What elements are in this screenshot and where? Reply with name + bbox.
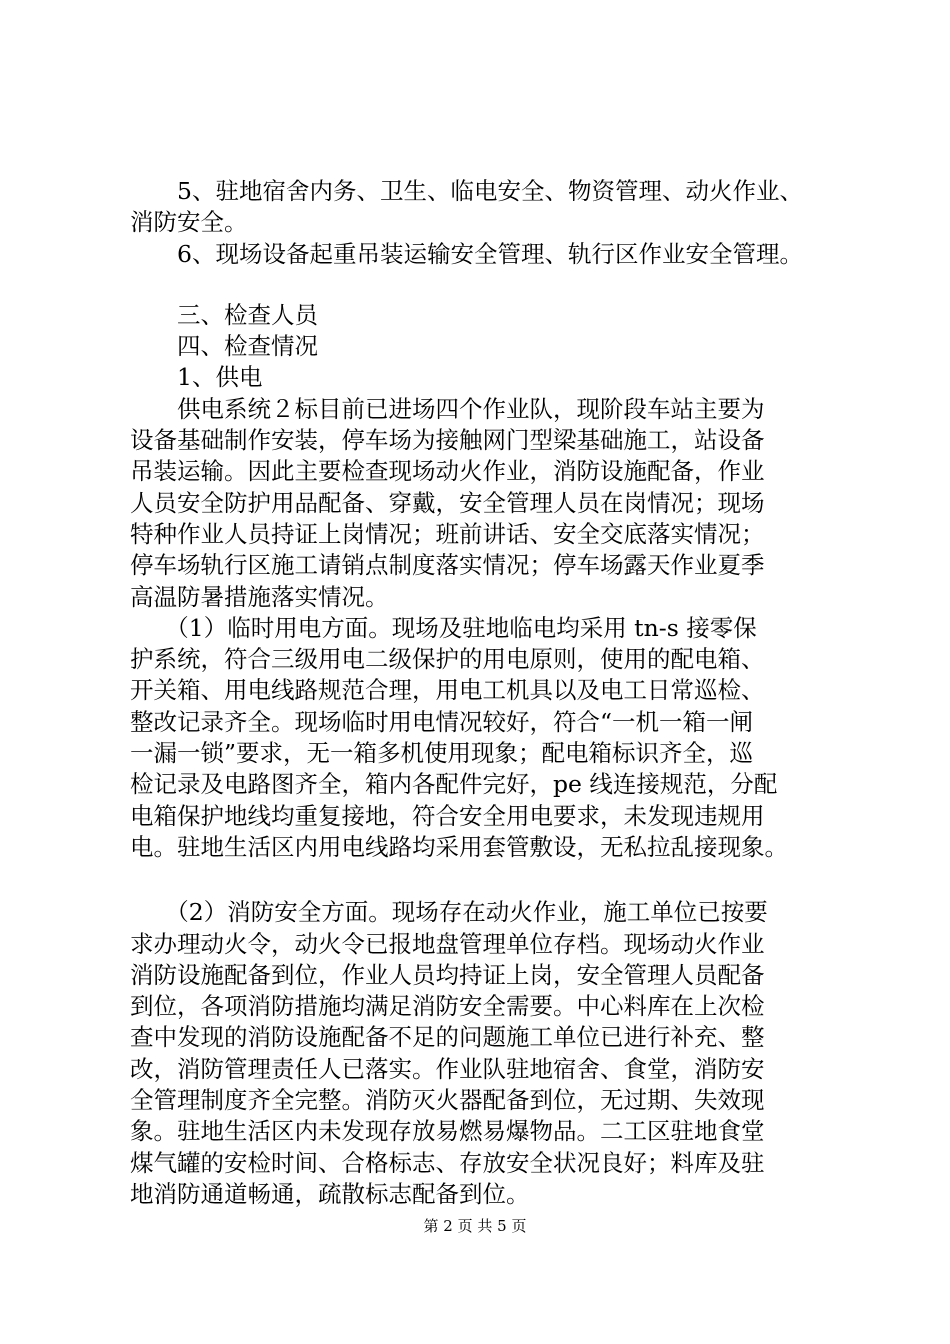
page-footer: 第 2 页 共 5 页 [423,1217,527,1235]
text-line: 四、检查情况 [130,332,318,361]
text-line: 5、驻地宿舍内务、卫生、临电安全、物资管理、动火作业、 [130,177,803,205]
text-line: 整改记录齐全。现场临时用电情况较好，符合“一机一箱一闸 [130,707,754,736]
text-line: 煤气罐的安检时间、合格标志、存放安全状况良好；料库及驻 [130,1148,765,1177]
text-line: 电箱保护地线均重复接地，符合安全用电要求，未发现违规用 [130,801,765,830]
text-line: 供电系统２标目前已进场四个作业队，现阶段车站主要为 [130,394,765,423]
paragraph-spacer [130,863,842,897]
text-line: 全管理制度齐全完整。消防灭火器配备到位，无过期、失效现 [130,1086,765,1115]
paragraph-spacer [130,270,842,300]
text-line: 6、现场设备起重吊装运输安全管理、轨行区作业安全管理。 [130,239,803,268]
text-line: 人员安全防护用品配备、穿戴，安全管理人员在岗情况；现场 [130,488,765,517]
paragraph-group-scope [130,176,842,270]
text-line: 求办理动火令，动火令已报地盘管理单位存档。现场动火作业 [130,929,765,958]
text-line: （1）临时用电方面。现场及驻地临电均采用 tn-s 接零保 [130,613,757,642]
text-line: 地消防通道畅通，疏散标志配备到位。 [130,1179,530,1208]
text-line: 改，消防管理责任人已落实。作业队驻地宿舍、食堂，消防安 [130,1054,765,1083]
text-line: 设备基础制作安装，停车场为接触网门型梁基础施工，站设备 [130,426,765,455]
text-line: 检记录及电路图齐全，箱内各配件完好，pe 线连接规范，分配 [130,770,778,799]
document-body [130,176,842,1210]
text-line: 开关箱、用电线路规范合理，用电工机具以及电工日常巡检、 [130,676,765,705]
text-line: 电。驻地生活区内用电线路均采用套管敷设，无私拉乱接现象。 [130,832,788,861]
text-line: 象。驻地生活区内未发现存放易燃易爆物品。二工区驻地食堂 [130,1117,765,1146]
text-line: （2）消防安全方面。现场存在动火作业，施工单位已按要 [130,898,768,927]
paragraph-group-fire-safety [130,897,842,1210]
text-line: 1、供电 [130,363,263,392]
text-line: 高温防暑措施落实情况。 [130,582,389,611]
text-line: 吊装运输。因此主要检查现场动火作业，消防设施配备，作业 [130,457,765,486]
text-line: 消防设施配备到位，作业人员均持证上岗，安全管理人员配备 [130,960,765,989]
paragraph-group-inspection [130,300,842,863]
text-line: 一漏一锁”要求，无一箱多机使用现象；配电箱标识齐全，巡 [130,739,754,768]
text-line: 停车场轨行区施工请销点制度落实情况；停车场露天作业夏季 [130,551,765,580]
text-line: 到位，各项消防措施均满足消防安全需要。中心料库在上次检 [130,992,765,1021]
text-line: 消防安全。 [130,208,248,237]
text-line: 护系统，符合三级用电二级保护的用电原则，使用的配电箱、 [130,645,765,674]
text-line: 特种作业人员持证上岗情况；班前讲话、安全交底落实情况； [130,519,765,548]
text-line: 三、检查人员 [130,300,318,329]
text-line: 查中发现的消防设施配备不足的问题施工单位已进行补充、整 [130,1023,765,1052]
